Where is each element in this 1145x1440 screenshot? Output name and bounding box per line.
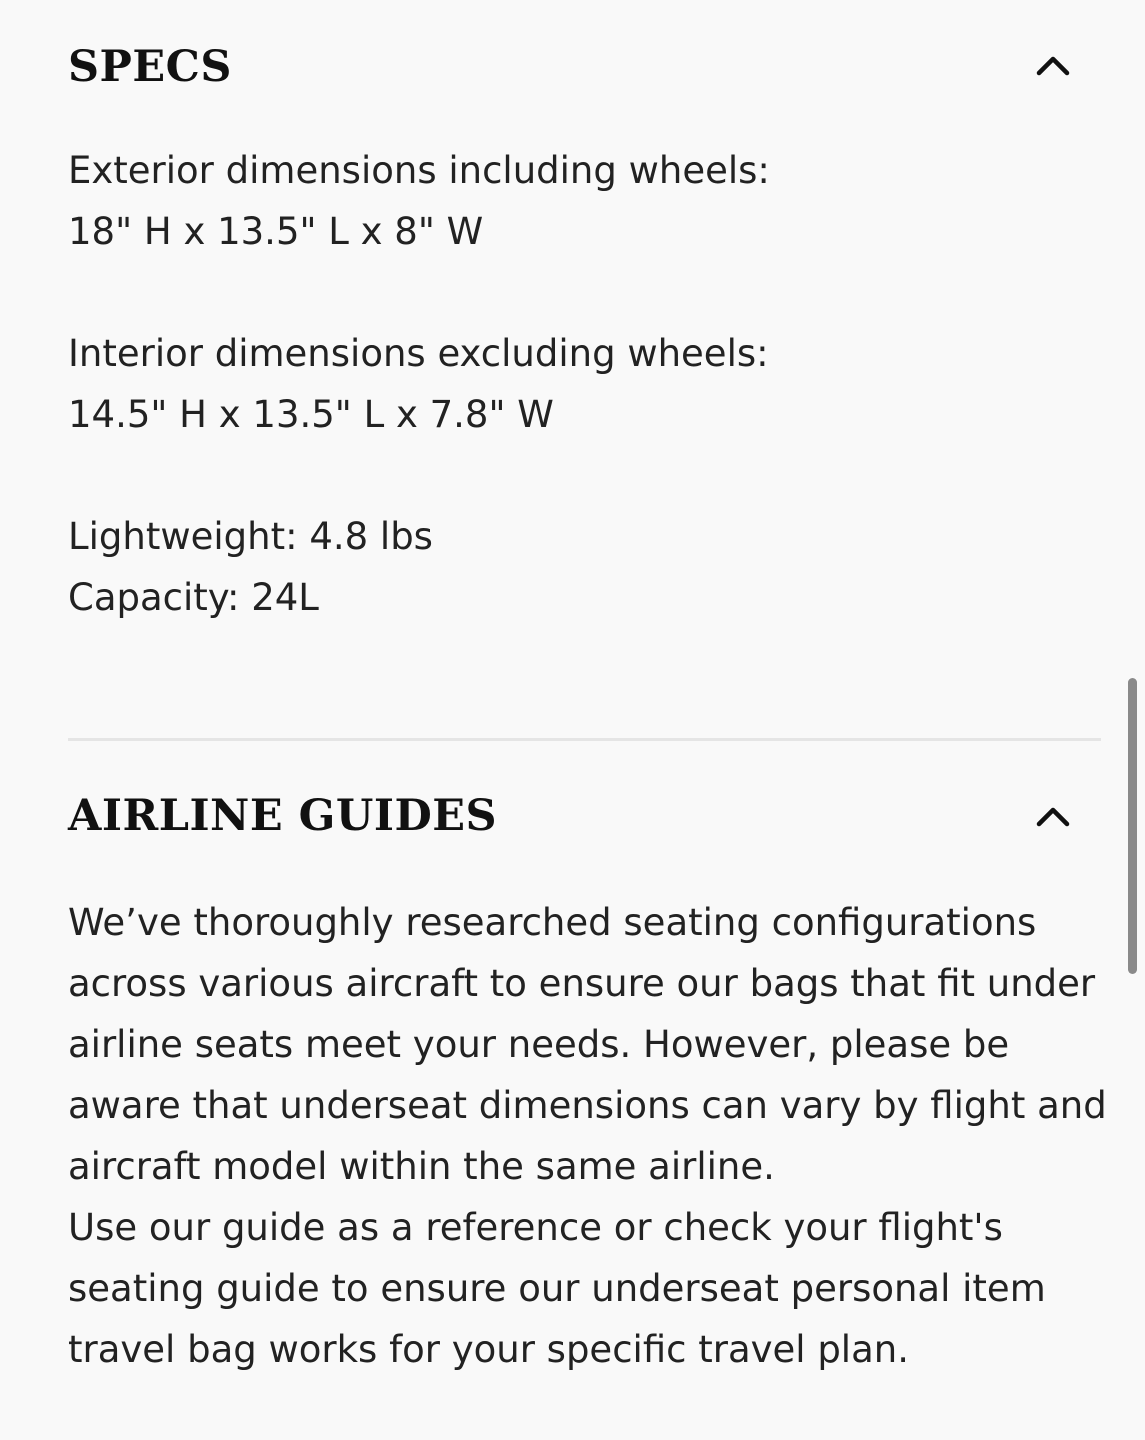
spec-weight: Lightweight: 4.8 lbs <box>68 515 433 558</box>
spec-interior-label: Interior dimensions excluding wheels: <box>68 332 769 375</box>
chevron-up-icon[interactable] <box>1035 802 1071 832</box>
airline-guides-line: seating guide to ensure our underseat personal item <box>68 1267 1046 1310</box>
specs-content <box>68 140 770 628</box>
airline-guides-title: AIRLINE GUIDES <box>68 791 498 841</box>
section-divider <box>68 738 1101 741</box>
spec-interior-value: 14.5" H x 13.5" L x 7.8" W <box>68 393 554 436</box>
airline-guides-line: travel bag works for your specific travel plan. <box>68 1328 909 1371</box>
airline-guides-line: airline seats meet your needs. However, please be <box>68 1023 1010 1066</box>
specs-section <box>68 0 1101 619</box>
specs-title: SPECS <box>68 42 232 92</box>
chevron-up-icon[interactable] <box>1035 51 1071 81</box>
spec-exterior-label: Exterior dimensions including wheels: <box>68 149 770 192</box>
scrollbar-thumb[interactable] <box>1128 678 1137 974</box>
airline-guides-section <box>68 772 1107 1371</box>
spec-exterior-value: 18" H x 13.5" L x 8" W <box>68 210 484 253</box>
airline-guides-line: We’ve thoroughly researched seating configurations <box>68 901 1037 944</box>
spec-capacity: Capacity: 24L <box>68 576 319 619</box>
airline-guides-line: aware that underseat dimensions can vary by flight and <box>68 1084 1107 1127</box>
airline-guides-header[interactable] <box>68 772 1101 902</box>
specs-header[interactable] <box>68 0 1101 130</box>
airline-guides-content <box>68 892 1108 1380</box>
airline-guides-line: Use our guide as a reference or check your flight's <box>68 1206 1003 1249</box>
airline-guides-line: across various aircraft to ensure our bags that fit under <box>68 962 1096 1005</box>
airline-guides-line: aircraft model within the same airline. <box>68 1145 775 1188</box>
